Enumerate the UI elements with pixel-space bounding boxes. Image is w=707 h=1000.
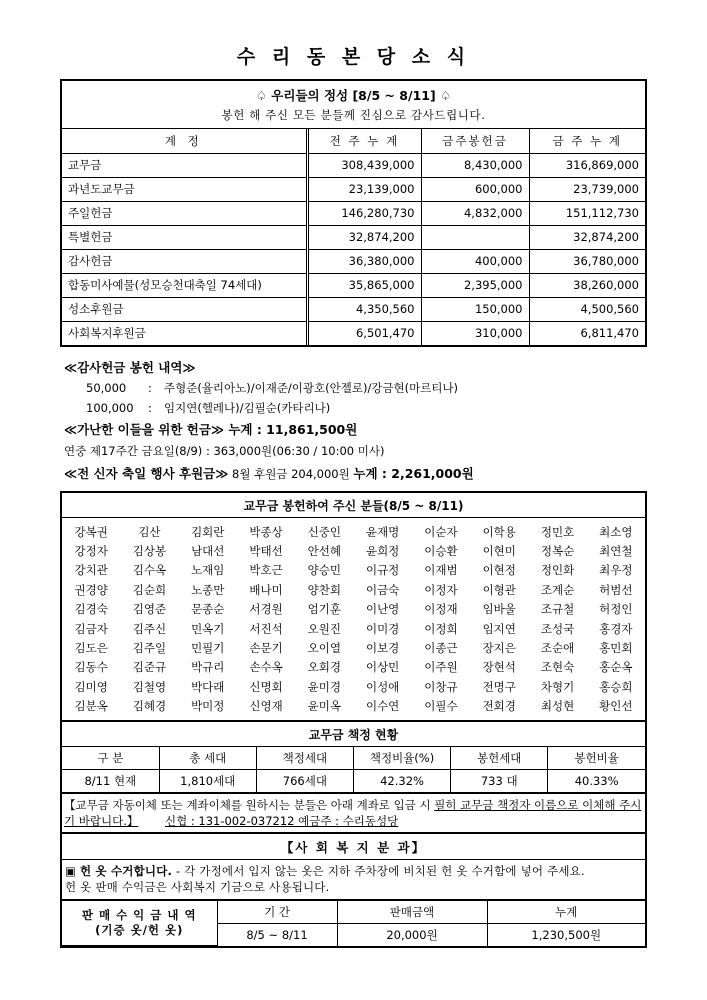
table-row [62, 297, 645, 321]
contributor-name: 박태선 [249, 544, 283, 559]
contributor-name: 차형기 [540, 679, 575, 694]
contributor-name: 허정인 [599, 602, 633, 617]
finance-week-amount [421, 225, 529, 249]
page-title: 수 리 동 본 당 소 식 [236, 46, 471, 68]
assessment-note-underline: 필히 교무금 책정자 이름으로 이 [434, 797, 594, 812]
contributor-name: 이재범 [424, 563, 458, 578]
finance-running-total: 23,739,000 [529, 177, 645, 201]
contributor-name: 김도은 [74, 641, 108, 656]
finance-header-row [62, 129, 645, 153]
finance-week-amount: 8,430,000 [421, 153, 529, 177]
contributor-names-row [62, 638, 645, 657]
finance-account-name: 사회복지후원금 [68, 326, 146, 341]
finance-prev-total: 36,380,000 [307, 249, 421, 273]
contributor-name: 오회경 [307, 660, 341, 675]
contributor-name: 이주원 [424, 660, 458, 675]
contributor-name: 김준규 [132, 660, 167, 675]
assessment-header-row [62, 747, 645, 770]
contributor-name: 윤미옥 [307, 699, 341, 714]
finance-running-total: 36,780,000 [529, 249, 645, 273]
contributor-name: 조규철 [540, 602, 575, 617]
finance-prev-total: 23,139,000 [307, 177, 421, 201]
assessment-header-cell: 봉헌세대 [451, 747, 548, 770]
assessment-note-text: 【교무금 자동이체 또는 계좌이체를 원하시는 분들은 아래 계좌로 입금 시 [64, 797, 435, 812]
assessment-value-cell: 40.33% [548, 769, 645, 792]
contributor-name: 허범선 [599, 582, 633, 597]
finance-running-total: 4,500,560 [529, 297, 645, 321]
finance-week-amount: 310,000 [421, 321, 529, 345]
contributor-names-row [62, 600, 645, 619]
assessment-note-underline-2: 체해 주시기 바랍니다.】 [64, 797, 642, 828]
finance-header-cell: 계 정 [62, 129, 307, 153]
contributor-name: 윤미경 [307, 679, 341, 694]
contributor-name: 강치관 [74, 563, 108, 578]
welfare-title: 【사 회 복 지 분 과】 [62, 834, 645, 860]
contributor-name: 신영재 [249, 699, 283, 714]
thanks-names: 주형준(율리아노)/이재준/이광호(안젤로)/강금현(마르티나) [164, 381, 459, 395]
assessment-header-cell: 총 세대 [159, 747, 256, 770]
welfare-note [62, 860, 645, 899]
contributor-name: 임바울 [482, 602, 516, 617]
contributor-name: 이승환 [424, 544, 458, 559]
feast-sponsorship-heading [60, 462, 647, 484]
finance-prev-total: 32,874,200 [307, 225, 421, 249]
sales-header-cell: 판매금액 [337, 900, 487, 924]
contributor-name: 신명회 [249, 679, 283, 694]
assessment-header-cell: 책정세대 [256, 747, 353, 770]
contributor-name: 전회경 [482, 699, 516, 714]
contributor-name: 이형관 [482, 582, 516, 597]
clothing-sales-table [62, 899, 645, 947]
feast-total-text: 누계 : 2,261,000원 [353, 466, 474, 481]
contributor-name: 김혜경 [132, 699, 167, 714]
finance-account-name: 성소후원금 [62, 297, 307, 321]
finance-header-cell: 금주봉헌금 [421, 129, 529, 153]
contributor-names-row [62, 580, 645, 599]
contributor-name: 강정자 [74, 544, 108, 559]
feast-heading-text: ≪전 신자 축일 행사 후원금≫ [64, 466, 229, 481]
assessment-header-cell: 봉헌비율 [548, 747, 645, 770]
finance-account-name: 주일헌금 [62, 201, 307, 225]
contributor-name: 김수옥 [132, 563, 167, 578]
contributor-name: 김상봉 [132, 544, 167, 559]
contributor-name: 홍경자 [599, 621, 633, 636]
contributor-name: 정복순 [540, 544, 575, 559]
finance-account-name: 감사헌금 [62, 249, 307, 273]
thanks-amount: 50,000 [86, 381, 127, 395]
contributor-name: 이학용 [482, 524, 516, 539]
contributor-name: 문종순 [191, 602, 225, 617]
contributor-name: 이수연 [365, 699, 400, 714]
finance-week-amount: 2,395,000 [421, 273, 529, 297]
table-row [62, 201, 645, 225]
finance-week-amount: 4,832,000 [421, 201, 529, 225]
feast-amount-text: 8월 후원금 204,000원 [228, 467, 354, 481]
thanks-offering-line: 50,000 : 주형준(율리아노)/이재준/이광호(안젤로)/강금현(마르티나) [86, 381, 459, 395]
contributor-names-row [62, 677, 645, 696]
assessment-table [62, 747, 645, 793]
contributor-name: 김주일 [132, 641, 167, 656]
contributor-name: 장지은 [482, 641, 516, 656]
finance-week-amount: 150,000 [421, 297, 529, 321]
assessment-value-cell: 42.32% [353, 769, 450, 792]
contributor-name: 강복권 [74, 524, 108, 539]
contributor-name: 홍승희 [599, 679, 633, 694]
contributor-name: 노종만 [191, 582, 225, 597]
finance-header-cell: 금 주 누 계 [529, 129, 645, 153]
sales-header-cell: 누계 [487, 900, 645, 924]
sales-row-label: 판 매 수 익 금 내 역 (기증 옷/헌 옷) [62, 900, 217, 946]
donation-details [60, 347, 647, 491]
finance-header-cell: 전 주 누 계 [307, 129, 421, 153]
sales-header-row [62, 900, 645, 924]
assessment-section [60, 722, 647, 834]
finance-running-total: 6,811,470 [529, 321, 645, 345]
finance-account-name: 합동미사예물(성모승천대축일 74세대) [62, 273, 307, 297]
finance-prev-total: 308,439,000 [307, 153, 421, 177]
contributor-names-row [62, 658, 645, 677]
contributor-name: 조현숙 [540, 660, 575, 675]
sales-value-cell: 8/5 ~ 8/11 [217, 923, 337, 946]
assessment-title: 교무금 책정 현황 [62, 722, 645, 747]
contributor-name: 조순애 [540, 641, 575, 656]
thanks-amount: 100,000 [86, 401, 134, 415]
contributor-name: 장현석 [482, 660, 516, 675]
finance-account-name: 교무금 [62, 153, 307, 177]
assessment-account-info: 신협 : 131-002-037212 예금주 : 수리동성당 [164, 813, 399, 828]
contributor-name: 박호근 [249, 563, 283, 578]
table-row [62, 153, 645, 177]
contributor-names-row [62, 619, 645, 638]
contributor-name: 김철영 [132, 679, 167, 694]
contributor-name: 김분옥 [74, 699, 108, 714]
assessment-header-cell: 구 분 [62, 747, 159, 770]
assessment-value-cell: 733 대 [451, 769, 548, 792]
assessment-value-cell: 766세대 [256, 769, 353, 792]
contributor-name: 윤희정 [365, 544, 400, 559]
contributor-name: 김미영 [74, 679, 108, 694]
contributor-name: 윤재명 [365, 524, 400, 539]
contributor-name: 오이열 [307, 641, 341, 656]
finance-week-amount: 600,000 [421, 177, 529, 201]
assessment-value-row [62, 769, 645, 792]
contributor-name: 이현정 [482, 563, 516, 578]
contributor-name: 남대선 [191, 544, 225, 559]
table-row [62, 249, 645, 273]
finance-running-total: 151,112,730 [529, 201, 645, 225]
contributor-names-row [62, 697, 645, 720]
poor-offering-heading: ≪가난한 이들을 위한 헌금≫ 누계 : 11,861,500원 [64, 422, 358, 437]
finance-table-wrapper [60, 129, 647, 347]
contributor-name: 권경양 [74, 582, 108, 597]
contributor-name: 김순희 [132, 582, 167, 597]
contributor-name: 김금자 [74, 621, 108, 636]
contributor-name: 박미정 [191, 699, 225, 714]
contributor-name: 이상민 [365, 660, 400, 675]
thanks-offering-line: 100,000 : 임지연(헬레나)/김필순(카타리나) [86, 401, 331, 415]
contributor-name: 박다래 [191, 679, 225, 694]
contributor-name: 이난영 [365, 602, 400, 617]
contributor-name: 양찬회 [307, 582, 341, 597]
offering-banner-subheading: 봉헌 해 주신 모든 분들께 진심으로 감사드립니다. [221, 108, 486, 122]
contributor-name: 이금숙 [365, 582, 400, 597]
contributor-name: 조계순 [540, 582, 575, 597]
contributor-name: 홍민회 [599, 641, 633, 656]
contributor-name: 최우정 [599, 563, 633, 578]
finance-week-amount: 400,000 [421, 249, 529, 273]
welfare-note-rest: - 각 가정에서 입지 않는 옷은 지하 주차장에 비치된 헌 옷 수거함에 넣어 주세요. [172, 863, 585, 878]
contributor-name: 박종상 [249, 524, 283, 539]
contributor-name: 이창규 [424, 679, 458, 694]
welfare-note-line2: 헌 옷 판매 수익금은 사회복지 기금으로 사용됩니다. [65, 879, 330, 894]
contributor-name: 양승민 [307, 563, 341, 578]
finance-running-total: 32,874,200 [529, 225, 645, 249]
contributor-name: 엄기훈 [307, 602, 341, 617]
finance-prev-total: 4,350,560 [307, 297, 421, 321]
contributor-name: 노재임 [191, 563, 225, 578]
contributor-name: 정인화 [540, 563, 575, 578]
contributor-name: 배나미 [249, 582, 283, 597]
finance-running-total: 38,260,000 [529, 273, 645, 297]
contributor-name: 최소영 [599, 524, 633, 539]
finance-account-name: 과년도교무금 [62, 177, 307, 201]
contributor-name: 김주신 [132, 621, 167, 636]
finance-account-name: 특별헌금 [62, 225, 307, 249]
contributor-name: 박규리 [191, 660, 225, 675]
assessment-header-cell: 책정비율(%) [353, 747, 450, 770]
contributor-name: 홍순옥 [599, 660, 633, 675]
contributor-name: 이정자 [424, 582, 458, 597]
finance-table [62, 129, 645, 345]
contributor-name: 이정재 [424, 602, 458, 617]
contributor-name: 오원진 [307, 621, 341, 636]
thanks-offering-heading: ≪감사헌금 봉헌 내역≫ [64, 360, 196, 375]
contributor-names-row [62, 541, 645, 560]
contributor-name: 서진석 [249, 621, 283, 636]
contributor-name: 이성애 [365, 679, 400, 694]
table-row [62, 273, 645, 297]
contributor-name: 손문기 [249, 641, 283, 656]
thanks-names: 임지연(헬레나)/김필순(카타리나) [164, 401, 331, 415]
contributor-name: 이규정 [365, 563, 400, 578]
finance-prev-total: 6,501,470 [307, 321, 421, 345]
contributor-name: 민옥기 [191, 621, 225, 636]
contributor-name: 손수옥 [249, 660, 283, 675]
assessment-note [62, 793, 645, 832]
contributor-name: 민필기 [191, 641, 225, 656]
sales-value-cell: 20,000원 [337, 923, 487, 946]
contributor-name: 임지연 [482, 621, 516, 636]
contributor-name: 정민호 [540, 524, 575, 539]
contributor-name: 조성국 [540, 621, 575, 636]
contributor-name: 신중인 [307, 524, 341, 539]
contributor-name: 전명구 [482, 679, 516, 694]
table-row [62, 177, 645, 201]
contributor-names-title: 교무금 봉헌하여 주신 분들(8/5 ~ 8/11) [62, 493, 645, 518]
contributor-names-section [60, 491, 647, 722]
contributor-name: 최성현 [540, 699, 575, 714]
assessment-value-cell: 8/11 현재 [62, 769, 159, 792]
assessment-value-cell: 1,810세대 [159, 769, 256, 792]
contributor-name: 이정희 [424, 621, 458, 636]
offering-banner [60, 79, 647, 129]
contributor-name: 김회란 [191, 524, 225, 539]
table-row [62, 321, 645, 345]
welfare-note-bold: 헌 옷 수거합니다. [79, 863, 173, 878]
poor-offering-detail: 연중 제17주간 금요일(8/9) : 363,000원(06:30 / 10:00 미사) [64, 444, 385, 458]
contributor-name: 이필수 [424, 699, 458, 714]
finance-prev-total: 35,865,000 [307, 273, 421, 297]
contributor-name: 이순자 [424, 524, 458, 539]
contributor-name: 이종근 [424, 641, 458, 656]
contributor-name: 이미경 [365, 621, 400, 636]
contributor-name: 김동수 [74, 660, 108, 675]
contributor-name: 이보경 [365, 641, 400, 656]
welfare-section [60, 834, 647, 949]
contributor-names-table [62, 518, 645, 720]
square-bullet-icon: ▣ [65, 863, 77, 878]
contributor-names-row [62, 561, 645, 580]
offering-banner-heading: ♤ 우리들의 정성 [8/5 ~ 8/11] ♤ [255, 88, 452, 103]
contributor-name: 안선혜 [307, 544, 341, 559]
contributor-name: 김경숙 [74, 602, 108, 617]
contributor-name: 황인선 [599, 699, 633, 714]
sales-header-cell: 기 간 [217, 900, 337, 924]
finance-prev-total: 146,280,730 [307, 201, 421, 225]
contributor-name: 이현미 [482, 544, 516, 559]
finance-running-total: 316,869,000 [529, 153, 645, 177]
table-row [62, 225, 645, 249]
contributor-name: 김영준 [132, 602, 167, 617]
sales-value-cell: 1,230,500원 [487, 923, 645, 946]
contributor-names-row [62, 518, 645, 541]
contributor-name: 김산 [138, 524, 161, 539]
contributor-name: 최연철 [599, 544, 633, 559]
contributor-name: 서경원 [249, 602, 283, 617]
